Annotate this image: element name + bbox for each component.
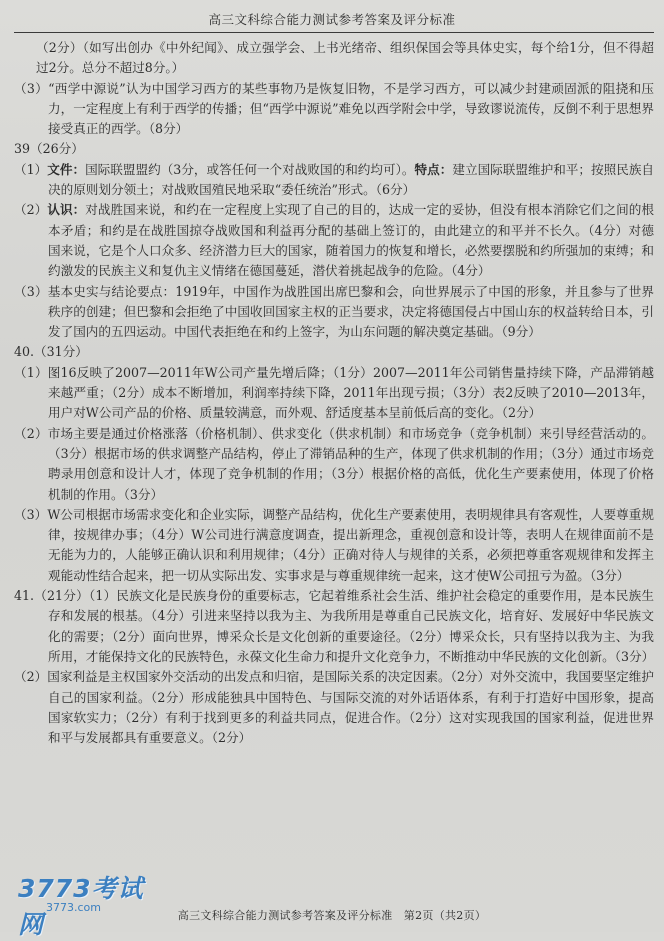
page-header: 高三文科综合能力测试参考答案及评分标准 bbox=[208, 12, 456, 27]
q40-part2: （2）市场主要是通过价格涨落（价格机制）、供求变化（供求机制）和市场竞争（竞争机制）来引导经营活动的。（3分）根据市场的供求调整产品结构，停止了滞销品种的生产，体现了供求机制的作用；（3分）通过市场竞聘录用创意和设计人才，体现了竞争机制的作用；（3分）根据价格的高低，优化生产要素使用，体现了价格机制的作用。（3分） bbox=[14, 425, 654, 502]
q39-part3: （3）基本史实与结论要点：1919年，中国作为战胜国出席巴黎和会，向世界展示了中国的形象，并且参与了世界秩序的创建；但巴黎和会拒绝了中国收回国家主权的正当要求，决定将德国侵占中国山东的权益转给日本，引发了国内的五四运动。中国代表拒绝在和约上签字，为山东问题的解决奠定基础。（9分） bbox=[14, 283, 654, 340]
q41-part1: 41.（21分）（1）民族文化是民族身份的重要标志，它起着维系社会生活、维护社会稳定的重要作用，是本民族生存和发展的根基。（4分）引进来坚持以我为主、为我所用是尊重自己民族文化，培育好、发展好中华民族文化的需要；（2分）面向世界，博采众长是文化创新的重要途径。（2分）博采众长，只有坚持以我为主、为我所用，才能保持文化的民族特色，永葆文化生命力和提升文化竞争力，不断推动中华民族的文化创新。（3分） bbox=[14, 588, 655, 664]
logo-sub-text: 3773.com bbox=[46, 901, 101, 914]
answer-content bbox=[14, 38, 654, 748]
q38-part3: （3）“西学中源说”认为中国学习西方的某些事物乃是恢复旧物，不是学习西方，可以减少封建顽固派的阻挠和压力，一定程度上有利于西学的传播；但“西学中源说”难免以西学附会中学，导致谬说流传，反倒不利于思想界接受真正的西学。（8分） bbox=[14, 80, 654, 137]
q39-part1-num: （1） bbox=[14, 161, 48, 177]
header-divider bbox=[14, 32, 654, 33]
page-footer: 高三文科综合能力测试参考答案及评分标准 第2页（共2页） bbox=[177, 909, 487, 922]
q39-heading: 39（26分） bbox=[14, 141, 84, 157]
q40-heading: 40.（31分） bbox=[14, 344, 88, 360]
q38-score-note: （2分）（如写出创办《中外纪闻》、成立强学会、上书光绪帝、组织保国会等具体史实，每个给1分，但不得超过2分。总分不超过8分。） bbox=[36, 40, 654, 76]
logo-main-text: 3773考试网 bbox=[18, 874, 144, 939]
q39-label-understanding: 认识： bbox=[47, 202, 86, 218]
q39-part1 bbox=[14, 160, 654, 201]
q41-part2: （2）国家利益是主权国家外交活动的出发点和归宿，是国际关系的决定因素。（2分）对外交流中，我国要坚定维护自己的国家利益。（2分）形成能独具中国特色、与国际交流的对外话语体系，有利于打造好中国形象，提高国家软实力；（2分）有利于找到更多的利益共同点，促进合作。（2分）这对实现我国的国家利益，促进世界和平与发展都具有重要意义。（2分） bbox=[14, 669, 654, 746]
q39-part2-text: 对战胜国来说，和约在一定程度上实现了自己的目的，达成一定的妥协，但没有根本消除它们之间的根本矛盾；和约是在战胜国掠夺战败国和利益再分配的基础上签订的，由此建立的和平并不长久。（4分）对德国来说，它是个人口众多、经济潜力巨大的国家，随着国力的恢复和增长，必然要摆脱和约所强加的束缚；和约激发的民族主义和复仇主义情绪在德国蔓延，潜伏着挑起战争的危险。（4分） bbox=[48, 202, 655, 279]
q40-part3: （3）W公司根据市场需求变化和企业实际，调整产品结构，优化生产要素使用，表明规律具有客观性，人要尊重规律，按规律办事；（4分）W公司进行满意度调查，提出新理念，重视创意和设计等，表明人在规律面前不是无能为力的，人能够正确认识和利用规律；（4分）正确对待人与规律的关系，必须把尊重客观规律和发挥主观能动性结合起来，把一切从实际出发、实事求是与尊重规律统一起来，这才使W公司扭亏为盈。（3分） bbox=[14, 506, 654, 583]
q39-part1-text1: 国际联盟盟约（3分，或答任何一个对战败国的和约均可）。 bbox=[85, 161, 415, 177]
q39-label-document: 文件： bbox=[47, 161, 86, 177]
q39-part2 bbox=[14, 200, 654, 281]
q39-part1-text2: 建立国际联盟维护和平；按照民族自决的原则划分领土；对战败国殖民地采取“委任统治”形式。（6分） bbox=[48, 161, 655, 198]
q39-part2-num: （2） bbox=[14, 202, 48, 218]
q40-part1: （1）图16反映了2007—2011年W公司产量先增后降；（1分）2007—2011年公司销售量持续下降，产品滞销越来越严重；（2分）成本不断增加，利润率持续下降，2011年出现亏损；（3分）表2反映了2010—2013年，用户对W公司产品的价格、质量较满意，而外观、舒适度基本呈前低后高的变化。（2分） bbox=[14, 364, 654, 421]
q39-label-features: 特点： bbox=[414, 161, 453, 177]
